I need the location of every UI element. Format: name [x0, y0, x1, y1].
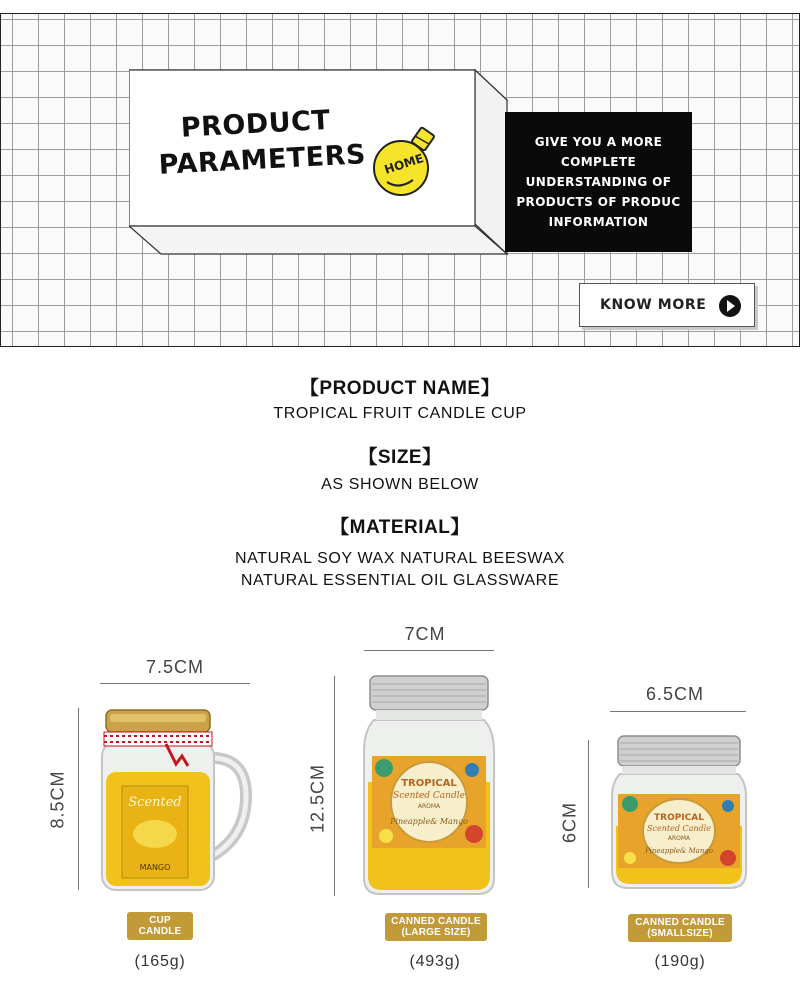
small-width-line: [610, 711, 746, 712]
large-canned-weight: (493g): [409, 953, 461, 970]
small-canned-weight: (190g): [654, 953, 706, 970]
product-name-heading: 【PRODUCT NAME】: [299, 378, 501, 399]
cup-height-label: 8.5CM: [47, 770, 68, 829]
large-jar-label-sub: AROMA: [417, 803, 441, 810]
large-width-label: 7CM: [404, 624, 446, 644]
banner-title-line2: PARAMETERS: [157, 139, 367, 181]
small-jar-label-mid: Scented Candle: [647, 824, 711, 833]
small-canned-candle-image: [610, 734, 748, 892]
info-line: UNDERSTANDING OF: [525, 175, 672, 189]
cup-height-line: [78, 708, 79, 890]
arrow-right-circle-icon: [718, 294, 742, 318]
large-canned-candle-image: [362, 672, 496, 898]
small-height-label: 6CM: [559, 802, 580, 844]
large-height-label: 12.5CM: [307, 763, 328, 834]
small-jar-label-bottom: Pineapple& Mango: [644, 847, 714, 855]
cup-width-line: [100, 683, 250, 684]
cup-candle-badge: [127, 912, 193, 940]
know-more-label: KNOW MORE: [600, 297, 707, 313]
info-line: COMPLETE: [560, 155, 637, 169]
small-canned-badge-line2: (SMALLSIZE): [647, 928, 713, 939]
material-line2: NATURAL ESSENTIAL OIL GLASSWARE: [240, 572, 560, 589]
small-jar-label-sub: AROMA: [667, 835, 691, 842]
bulb-label: HOME: [382, 151, 426, 177]
large-jar-label-top: TROPICAL: [401, 778, 457, 789]
large-height-line: [334, 676, 335, 896]
cup-jar-label-top: Scented: [128, 795, 182, 810]
cup-jar-label-bottom: MANGO: [139, 863, 171, 872]
cup-candle-image: [96, 706, 252, 892]
material-line1: NATURAL SOY WAX NATURAL BEESWAX: [234, 550, 566, 567]
info-line: INFORMATION: [548, 215, 649, 229]
large-canned-badge-line2: (LARGE SIZE): [401, 927, 471, 938]
small-jar-label-top: TROPICAL: [654, 813, 704, 823]
cup-candle-badge-line1: CUP CANDLE: [138, 915, 182, 937]
banner-title: [156, 101, 369, 184]
info-box: [505, 112, 692, 252]
material-heading: 【MATERIAL】: [330, 517, 470, 538]
know-more-button[interactable]: [579, 283, 755, 327]
large-width-line: [364, 650, 494, 651]
product-name-value: TROPICAL FRUIT CANDLE CUP: [273, 405, 527, 422]
small-canned-badge: [628, 914, 732, 942]
small-height-line: [588, 740, 589, 888]
banner-title-line1: PRODUCT: [180, 104, 332, 144]
info-line: GIVE YOU A MORE: [534, 135, 663, 149]
banner: [0, 13, 800, 347]
info-line: PRODUCTS OF PRODUC: [516, 195, 681, 209]
size-value: AS SHOWN BELOW: [321, 476, 479, 493]
cup-candle-weight: (165g): [134, 953, 186, 970]
size-heading: 【SIZE】: [358, 447, 442, 468]
large-canned-badge-line1: CANNED CANDLE: [391, 916, 481, 927]
small-width-label: 6.5CM: [645, 684, 704, 704]
cup-width-label: 7.5CM: [145, 657, 204, 677]
large-canned-badge: [385, 913, 487, 941]
small-canned-badge-line1: CANNED CANDLE: [635, 917, 725, 928]
large-jar-label-mid: Scented Candle: [393, 791, 465, 801]
large-jar-label-bottom: Pineapple& Mango: [390, 817, 468, 826]
